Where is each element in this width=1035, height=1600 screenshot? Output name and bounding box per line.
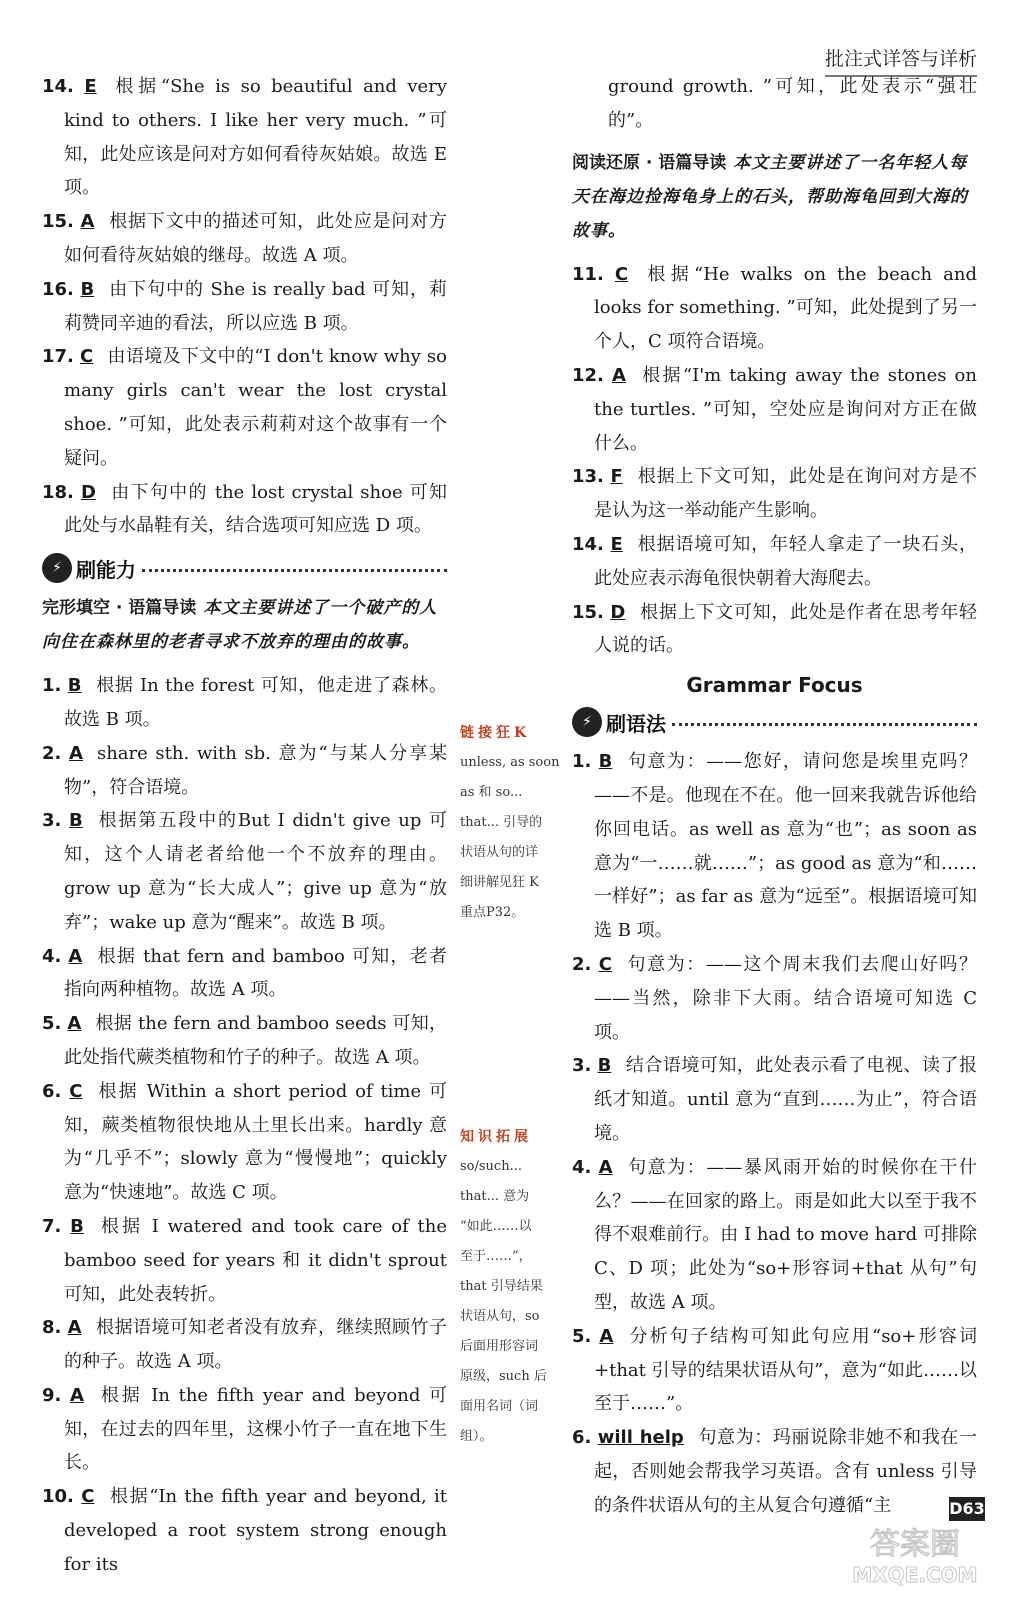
side-note-lines — [460, 1152, 560, 1452]
item-explanation: 根据 the fern and bamboo seeds 可知，此处指代蕨类植物和竹子的种子。故选 A 项。 — [64, 1013, 447, 1068]
side-note-lines — [460, 748, 560, 928]
item-answer: A — [70, 1384, 84, 1406]
section-header-ability — [42, 553, 447, 583]
item-explanation: 由语境及下文中的“I don't know why so many girls can't wear the lost crystal shoe. ”可知，此处表示莉莉对这个故事有一个疑问。 — [64, 346, 447, 469]
item-explanation: 根据第五段中的But I didn't give up 可知，这个人请老者给他一个不放弃的理由。grow up 意为“长大成人”；give up 意为“放弃”；wake up 意为“醒来”。故选 B 项。 — [64, 810, 447, 933]
item-number: 18. — [42, 481, 74, 503]
item-explanation: 根据“She is so beautiful and very kind to others. I like her very much. ”可知，此处应该是问对方如何看待灰姑娘。故选 E 项。 — [64, 76, 447, 199]
answer-item — [572, 359, 977, 460]
section-badge — [572, 707, 666, 737]
section-badge — [42, 553, 136, 583]
side-note-line: 原级，such 后 — [460, 1369, 547, 1384]
item-answer: A — [69, 742, 83, 764]
answer-item — [572, 460, 977, 528]
item-number: 1. — [572, 751, 592, 773]
side-note-line: 后面用形容词 — [460, 1339, 539, 1354]
watermark-text: 答案圈 — [870, 1527, 960, 1562]
answer-item — [572, 1049, 977, 1150]
item-number: 11. — [572, 263, 604, 285]
page-number: D63 — [949, 1497, 985, 1521]
item-number: 9. — [42, 1384, 62, 1406]
answer-item — [42, 273, 447, 341]
item-explanation: 根据语境可知老者没有放弃，继续照顾竹子的种子。故选 A 项。 — [64, 1317, 448, 1373]
watermark-url: MXQE.COM — [852, 1563, 978, 1587]
answer-item — [42, 1311, 447, 1379]
item-explanation: 根据语境可知，年轻人拿走了一块石头，此处应表示海龟很快朝着大海爬去。 — [594, 533, 977, 589]
item-number: 13. — [572, 466, 604, 488]
item-number: 7. — [42, 1215, 62, 1237]
side-note-line: 重点P32。 — [460, 905, 525, 920]
item-answer: B — [69, 810, 83, 832]
item-explanation: 根据 In the forest 可知，他走进了森林。故选 B 项。 — [64, 675, 447, 730]
side-note-stamp: 链接狂K — [460, 725, 531, 741]
item-number: 4. — [572, 1156, 592, 1178]
left-column — [42, 70, 447, 1582]
item-answer: A — [67, 1013, 82, 1035]
right-answer-list-bottom — [572, 745, 977, 1522]
item-explanation: 由下句中的 She is really bad 可知，莉莉赞同辛迪的看法，所以应选 B 项。 — [64, 278, 447, 334]
answer-item — [42, 669, 447, 737]
item-explanation: 根据“In the fifth year and beyond, it developed a root system strong enough for its — [64, 1486, 447, 1575]
item-number: 8. — [42, 1317, 62, 1339]
dotted-divider — [672, 723, 977, 726]
item-answer: C — [79, 346, 94, 368]
item-number: 3. — [572, 1055, 592, 1077]
lightning-icon: ⚡ — [572, 707, 602, 737]
side-note-line: 面用名词（词 — [460, 1399, 539, 1414]
left-answer-list-top — [42, 70, 447, 543]
item-answer: D — [610, 601, 626, 623]
guide-text: 本文主要讲述了一名年轻人每天在海边捡海龟身上的石头，帮助海龟回到大海的故事。 — [572, 152, 968, 241]
item-number: 1. — [42, 675, 62, 697]
side-note-line: so/such... — [460, 1159, 522, 1174]
left-answer-list-bottom — [42, 669, 447, 1582]
item-number: 5. — [572, 1325, 592, 1347]
item-explanation: 根据 In the fifth year and beyond 可知，在过去的四年里，这棵小竹子一直在地下生长。 — [64, 1384, 447, 1474]
item-explanation: 由下句中的 the lost crystal shoe 可知此处与水晶鞋有关，结合选项可知应选 D 项。 — [64, 481, 447, 537]
side-note-link — [460, 718, 560, 928]
item-answer: A — [611, 364, 626, 386]
item-answer: B — [70, 1215, 84, 1237]
answer-item — [42, 70, 447, 205]
answer-item — [572, 1421, 977, 1522]
item-number: 2. — [572, 953, 592, 975]
item-explanation: 句意为：玛丽说除非她不和我在一起，否则她会帮我学习英语。含有 unless 引导的条件状语从句的主从复合句遵循“主 — [594, 1427, 978, 1516]
continued-line: ground growth. ”可知，此处表示“强壮的”。 — [608, 76, 977, 131]
side-note-stamp: 知识拓展 — [460, 1129, 532, 1145]
item-answer: B — [598, 751, 613, 773]
answer-item — [572, 528, 977, 596]
side-note-line: 组）。 — [460, 1429, 493, 1444]
item-explanation: 句意为：——这个周末我们去爬山好吗？——当然，除非下大雨。结合语境可知选 C 项。 — [594, 953, 977, 1043]
item-answer: B — [80, 278, 95, 300]
item-number: 6. — [42, 1080, 62, 1102]
item-number: 10. — [42, 1486, 74, 1508]
side-note-line: 细讲解见狂 K — [460, 875, 539, 890]
item-answer: E — [84, 76, 97, 97]
item-explanation: 分析句子结构可知此句应用“so+形容词+that 引导的结果状语从句”，意为“如此……以至于……”。 — [594, 1325, 977, 1415]
side-note-line: 至于……”， — [460, 1249, 532, 1264]
answer-item — [42, 1210, 447, 1311]
item-explanation: 根据“I'm taking away the stones on the turtles. ”可知，空处应是询问对方正在做什么。 — [594, 364, 977, 454]
item-explanation: 根据 that fern and bamboo 可知，老者指向两种植物。故选 A 项。 — [64, 945, 447, 1001]
side-note-extension — [460, 1122, 560, 1452]
answer-item — [42, 1379, 447, 1480]
item-answer: B — [597, 1055, 612, 1077]
answer-item — [572, 948, 977, 1049]
lightning-icon: ⚡ — [42, 553, 72, 583]
item-answer: C — [69, 1080, 83, 1102]
item-explanation: 根据上下文可知，此处是在询问对方是不是认为这一举动能产生影响。 — [594, 466, 977, 522]
answer-item — [572, 596, 977, 664]
item-number: 3. — [42, 810, 62, 832]
answer-item — [42, 1480, 447, 1581]
item-number: 17. — [42, 346, 74, 368]
item-explanation: 结合语境可知，此处表示看了电视、读了报纸才知道。until 意为“直到……为止”，符合语境。 — [594, 1055, 977, 1144]
item-explanation: 根据下文中的描述可知，此处应是问对方如何看待灰姑娘的继母。故选 A 项。 — [64, 211, 447, 266]
answer-item — [572, 745, 977, 948]
right-answer-list-top — [572, 258, 977, 664]
item-answer: E — [610, 533, 623, 555]
item-answer: A — [599, 1325, 614, 1347]
item-answer: C — [81, 1486, 95, 1508]
side-note-line: “如此……以 — [460, 1219, 532, 1234]
item-explanation: share sth. with sb. 意为“与某人分享某物”，符合语境。 — [64, 742, 447, 798]
item-number: 15. — [42, 211, 74, 233]
item-explanation: 根据“He walks on the beach and looks for something. ”可知，此处提到了另一个人，C 项符合语境。 — [594, 263, 977, 353]
answer-item — [42, 476, 447, 544]
watermark-logo — [835, 1520, 995, 1590]
answer-item — [572, 1320, 977, 1421]
answer-item — [42, 340, 447, 475]
guide-label: 阅读还原 · 语篇导读 — [572, 152, 727, 173]
item-number: 2. — [42, 742, 62, 764]
item-number: 14. — [42, 76, 74, 97]
right-column — [572, 70, 977, 1522]
side-note-line: 状语从句的详 — [460, 845, 539, 860]
answer-item — [42, 205, 447, 273]
section-header-grammar — [572, 707, 977, 737]
dotted-divider — [142, 569, 447, 572]
guide-text: 本文主要讲述了一个破产的人向住在森林里的老者寻求不放弃的理由的故事。 — [42, 598, 438, 653]
section-title: 刷语法 — [606, 711, 666, 736]
item-explanation: 根据上下文可知，此处是作者在思考年轻人说的话。 — [594, 601, 977, 657]
item-number: 6. — [572, 1427, 592, 1449]
item-number: 16. — [42, 278, 74, 300]
item-explanation: 根据 I watered and took care of the bamboo seed for years 和 it didn't sprout 可知，此处表转折。 — [64, 1215, 447, 1305]
side-note-line: that... 意为 — [460, 1189, 530, 1204]
side-note-line: unless, as soon — [460, 755, 560, 770]
answer-item — [572, 258, 977, 359]
answer-item — [42, 1075, 447, 1210]
item-explanation: 根据 Within a short period of time 可知，蕨类植物很快地从土里长出来。hardly 意为“几乎不”；slowly 意为“慢慢地”；quickly 意为“快速地”。故选 C 项。 — [64, 1080, 447, 1204]
item-answer: B — [67, 675, 82, 697]
item-number: 4. — [42, 945, 62, 967]
side-note-line: that... 引导的 — [460, 815, 543, 830]
item-number: 12. — [572, 364, 604, 386]
item-number: 5. — [42, 1013, 62, 1035]
reading-guide-cloze — [42, 591, 447, 659]
item-answer: C — [614, 263, 629, 285]
answer-item — [42, 737, 447, 805]
answer-item — [42, 1007, 447, 1075]
running-header: 批注式详答与详析 — [825, 44, 977, 77]
guide-label: 完形填空 · 语篇导读 — [42, 598, 197, 619]
item-answer: A — [598, 1156, 613, 1178]
item-answer: A — [68, 945, 83, 967]
item-answer: F — [610, 466, 623, 488]
grammar-focus-title: Grammar Focus — [686, 673, 863, 698]
answer-item — [572, 1151, 977, 1320]
item-answer: A — [67, 1317, 82, 1339]
item-answer: will help — [597, 1427, 684, 1449]
item-answer: A — [80, 211, 95, 233]
item-answer: D — [80, 481, 96, 503]
item-number: 15. — [572, 601, 604, 623]
section-title: 刷能力 — [76, 557, 136, 582]
side-note-line: that 引导结果 — [460, 1279, 543, 1294]
reading-guide-restore — [572, 146, 977, 248]
item-explanation: 句意为：——您好，请问您是埃里克吗？——不是。他现在不在。他一回来我就告诉他给你回电话。as well as 意为“也”；as soon as 意为“一……就……”；as good as 意为“和……一样好”；as far as 意为“远至”。根据语境可知选 B 项。 — [594, 751, 977, 942]
item-number: 14. — [572, 533, 604, 555]
side-note-line: 状语从句，so — [460, 1309, 540, 1324]
item-explanation: 句意为：——暴风雨开始的时候你在干什么？——在回家的路上。雨是如此大以至于我不得不艰难前行。由 I had to move hard 可排除 C、D 项；此处为“so+形容词+that 从句”句型，故选 A 项。 — [594, 1156, 977, 1313]
answer-item — [42, 940, 447, 1008]
answer-item — [42, 804, 447, 939]
item-answer: C — [598, 953, 612, 975]
side-note-line: as 和 so... — [460, 785, 523, 800]
